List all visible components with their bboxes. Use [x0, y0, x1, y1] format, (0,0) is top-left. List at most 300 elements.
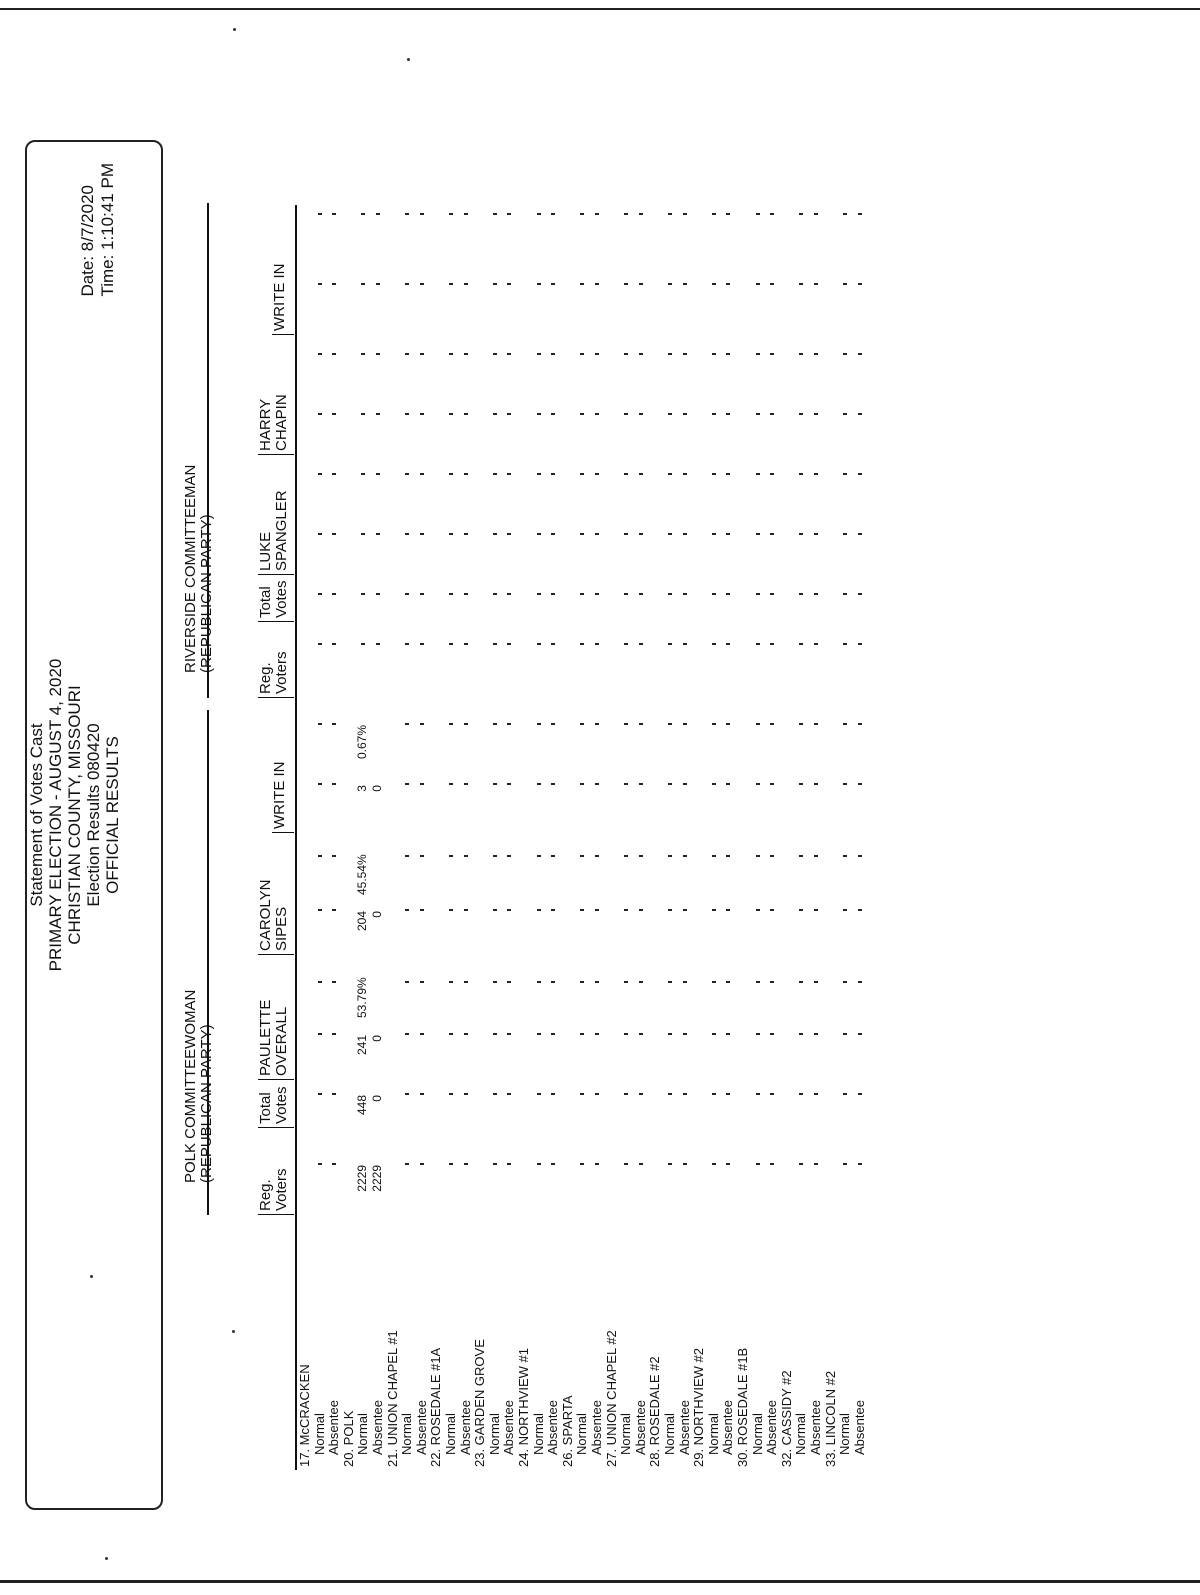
empty-value-mark [858, 473, 862, 475]
empty-value-mark [405, 855, 409, 857]
empty-value-mark [449, 533, 453, 535]
empty-value-mark [493, 213, 497, 215]
empty-value-mark [712, 783, 716, 785]
vote-type-label: Absentee [764, 1400, 780, 1455]
empty-value-mark [814, 723, 818, 725]
empty-value-mark [507, 855, 511, 857]
report-date: Date: 8/7/2020 [78, 185, 97, 297]
empty-value-mark [537, 213, 541, 215]
empty-value-mark [551, 981, 555, 983]
empty-value-mark [464, 353, 468, 355]
empty-value-mark [449, 353, 453, 355]
empty-value-mark [712, 283, 716, 285]
empty-value-mark [493, 413, 497, 415]
empty-value-mark [683, 213, 687, 215]
empty-value-mark [668, 283, 672, 285]
empty-value-mark [318, 413, 322, 415]
precinct-name: 29. NORTHVIEW #2 [691, 1348, 707, 1467]
empty-value-mark [858, 855, 862, 857]
empty-value-mark [361, 473, 365, 475]
empty-value-mark [814, 593, 818, 595]
empty-value-mark [814, 413, 818, 415]
empty-value-mark [624, 1093, 628, 1095]
empty-value-mark [799, 213, 803, 215]
empty-value-mark [770, 283, 774, 285]
empty-value-mark [726, 783, 730, 785]
empty-value-mark [624, 413, 628, 415]
empty-value-mark [726, 213, 730, 215]
empty-value-mark [624, 283, 628, 285]
empty-value-mark [799, 593, 803, 595]
cell-c1: 0 [370, 1035, 384, 1042]
empty-value-mark [537, 1163, 541, 1165]
empty-value-mark [683, 533, 687, 535]
empty-value-mark [726, 473, 730, 475]
empty-value-mark [507, 783, 511, 785]
vote-type-label: Normal [530, 1413, 546, 1455]
empty-value-mark [624, 981, 628, 983]
empty-value-mark [683, 981, 687, 983]
empty-value-mark [332, 413, 336, 415]
col-write-in: WRITE IN [272, 264, 294, 336]
empty-value-mark [420, 1033, 424, 1035]
empty-value-mark [537, 643, 541, 645]
vote-type-label: Normal [662, 1413, 677, 1455]
empty-value-mark [726, 353, 730, 355]
empty-value-mark [858, 909, 862, 911]
col-candidate-spangler: LUKE SPANGLER [258, 490, 294, 575]
vote-type-label: Normal [837, 1413, 853, 1455]
empty-value-mark [595, 1033, 599, 1035]
empty-value-mark [580, 783, 584, 785]
empty-value-mark [683, 593, 687, 595]
empty-value-mark [318, 909, 322, 911]
empty-value-mark [639, 643, 643, 645]
empty-value-mark [507, 643, 511, 645]
empty-value-mark [551, 283, 555, 285]
empty-value-mark [493, 473, 497, 475]
col-write-in: WRITE IN [272, 762, 294, 834]
title-line: OFFICIAL RESULTS [103, 736, 122, 894]
empty-value-mark [770, 533, 774, 535]
cell-total: 0 [370, 1095, 384, 1102]
empty-value-mark [843, 1033, 847, 1035]
empty-value-mark [770, 213, 774, 215]
empty-value-mark [858, 783, 862, 785]
empty-value-mark [420, 909, 424, 911]
empty-value-mark [376, 473, 380, 475]
empty-value-mark [624, 1033, 628, 1035]
empty-value-mark [405, 723, 409, 725]
empty-value-mark [580, 723, 584, 725]
empty-value-mark [449, 783, 453, 785]
empty-value-mark [449, 643, 453, 645]
empty-value-mark [464, 783, 468, 785]
empty-value-mark [493, 909, 497, 911]
empty-value-mark [858, 533, 862, 535]
empty-value-mark [639, 1033, 643, 1035]
empty-value-mark [493, 593, 497, 595]
empty-value-mark [507, 473, 511, 475]
empty-value-mark [668, 1093, 672, 1095]
empty-value-mark [464, 473, 468, 475]
empty-value-mark [405, 1163, 409, 1165]
empty-value-mark [507, 723, 511, 725]
empty-value-mark [799, 353, 803, 355]
table-rule [295, 205, 297, 1470]
empty-value-mark [639, 783, 643, 785]
empty-value-mark [318, 353, 322, 355]
empty-value-mark [858, 213, 862, 215]
col-reg-voters: Reg. Voters [258, 1168, 294, 1215]
empty-value-mark [361, 283, 365, 285]
empty-value-mark [420, 283, 424, 285]
empty-value-mark [449, 1033, 453, 1035]
col-candidate-chapin: HARRY CHAPIN [258, 394, 294, 455]
cell-reg: 2229 [370, 1165, 384, 1192]
empty-value-mark [318, 1093, 322, 1095]
empty-value-mark [464, 855, 468, 857]
empty-value-mark [332, 909, 336, 911]
empty-value-mark [551, 909, 555, 911]
empty-value-mark [420, 981, 424, 983]
empty-value-mark [464, 533, 468, 535]
empty-value-mark [405, 1093, 409, 1095]
empty-value-mark [843, 413, 847, 415]
empty-value-mark [843, 643, 847, 645]
empty-value-mark [843, 723, 847, 725]
empty-value-mark [332, 981, 336, 983]
empty-value-mark [551, 783, 555, 785]
empty-value-mark [683, 283, 687, 285]
empty-value-mark [770, 855, 774, 857]
empty-value-mark [814, 783, 818, 785]
empty-value-mark [595, 855, 599, 857]
empty-value-mark [537, 473, 541, 475]
precinct-name: 23. GARDEN GROVE [472, 1339, 488, 1467]
empty-value-mark [537, 353, 541, 355]
empty-value-mark [756, 283, 760, 285]
empty-value-mark [756, 855, 760, 857]
empty-value-mark [683, 643, 687, 645]
empty-value-mark [858, 981, 862, 983]
empty-value-mark [639, 353, 643, 355]
empty-value-mark [332, 723, 336, 725]
cell-c2: 0 [370, 911, 384, 918]
empty-value-mark [507, 353, 511, 355]
vote-type-label: Absentee [676, 1400, 692, 1455]
vote-type-label: Normal [399, 1413, 415, 1455]
empty-value-mark [814, 1033, 818, 1035]
empty-value-mark [624, 533, 628, 535]
report-sheet [0, 35, 1200, 1595]
empty-value-mark [712, 533, 716, 535]
empty-value-mark [712, 353, 716, 355]
empty-value-mark [318, 723, 322, 725]
empty-value-mark [405, 909, 409, 911]
empty-value-mark [595, 473, 599, 475]
empty-value-mark [799, 909, 803, 911]
empty-value-mark [507, 1033, 511, 1035]
col-total-votes: Total Votes [258, 580, 294, 622]
empty-value-mark [624, 643, 628, 645]
precinct-name: 26. SPARTA [559, 1395, 575, 1467]
empty-value-mark [770, 413, 774, 415]
empty-value-mark [595, 909, 599, 911]
empty-value-mark [551, 213, 555, 215]
empty-value-mark [683, 1033, 687, 1035]
empty-value-mark [493, 353, 497, 355]
empty-value-mark [668, 413, 672, 415]
title-line: CHRISTIAN COUNTY, MISSOURI [65, 685, 84, 945]
empty-value-mark [537, 283, 541, 285]
empty-value-mark [639, 533, 643, 535]
empty-value-mark [405, 353, 409, 355]
empty-value-mark [595, 353, 599, 355]
empty-value-mark [624, 213, 628, 215]
empty-value-mark [843, 353, 847, 355]
empty-value-mark [580, 283, 584, 285]
empty-value-mark [405, 1033, 409, 1035]
empty-value-mark [595, 283, 599, 285]
empty-value-mark [639, 473, 643, 475]
empty-value-mark [726, 909, 730, 911]
empty-value-mark [683, 413, 687, 415]
empty-value-mark [683, 723, 687, 725]
empty-value-mark [624, 723, 628, 725]
empty-value-mark [639, 413, 643, 415]
empty-value-mark [449, 213, 453, 215]
empty-value-mark [420, 533, 424, 535]
cell-wp: 0.67% [355, 725, 370, 760]
empty-value-mark [770, 723, 774, 725]
empty-value-mark [551, 593, 555, 595]
empty-value-mark [639, 283, 643, 285]
empty-value-mark [420, 213, 424, 215]
empty-value-mark [580, 1163, 584, 1165]
precinct-name: 22. ROSEDALE #1A [428, 1347, 444, 1467]
empty-value-mark [580, 909, 584, 911]
empty-value-mark [332, 533, 336, 535]
empty-value-mark [668, 353, 672, 355]
empty-value-mark [858, 353, 862, 355]
empty-value-mark [756, 593, 760, 595]
empty-value-mark [449, 1093, 453, 1095]
empty-value-mark [712, 213, 716, 215]
empty-value-mark [726, 283, 730, 285]
empty-value-mark [799, 533, 803, 535]
empty-value-mark [624, 1163, 628, 1165]
empty-value-mark [756, 353, 760, 355]
empty-value-mark [551, 413, 555, 415]
race-title-riverside: RIVERSIDE COMMITTEEMAN (REPUBLICAN PARTY) [182, 464, 215, 673]
empty-value-mark [493, 1093, 497, 1095]
empty-value-mark [332, 855, 336, 857]
empty-value-mark [318, 981, 322, 983]
cell-reg: 2229 [355, 1165, 370, 1192]
empty-value-mark [843, 1163, 847, 1165]
empty-value-mark [332, 213, 336, 215]
title-line: Statement of Votes Cast [27, 723, 46, 907]
empty-value-mark [712, 909, 716, 911]
empty-value-mark [318, 283, 322, 285]
empty-value-mark [726, 1093, 730, 1095]
empty-value-mark [405, 643, 409, 645]
empty-value-mark [537, 413, 541, 415]
title-line: PRIMARY ELECTION - AUGUST 4, 2020 [46, 658, 65, 972]
empty-value-mark [756, 909, 760, 911]
col-candidate-sipes: CAROLYN SIPES [258, 880, 294, 955]
empty-value-mark [580, 981, 584, 983]
empty-value-mark [537, 593, 541, 595]
empty-value-mark [814, 533, 818, 535]
empty-value-mark [405, 213, 409, 215]
vote-type-label: Absentee [589, 1400, 604, 1455]
empty-value-mark [493, 855, 497, 857]
empty-value-mark [537, 723, 541, 725]
empty-value-mark [420, 473, 424, 475]
empty-value-mark [376, 593, 380, 595]
empty-value-mark [537, 855, 541, 857]
empty-value-mark [683, 855, 687, 857]
empty-value-mark [580, 213, 584, 215]
empty-value-mark [799, 981, 803, 983]
cell-w: 0 [370, 785, 384, 792]
empty-value-mark [420, 1093, 424, 1095]
empty-value-mark [493, 723, 497, 725]
empty-value-mark [420, 783, 424, 785]
empty-value-mark [756, 533, 760, 535]
empty-value-mark [551, 643, 555, 645]
empty-value-mark [595, 783, 599, 785]
empty-value-mark [376, 353, 380, 355]
empty-value-mark [361, 533, 365, 535]
vote-type-label: Absentee [545, 1400, 561, 1455]
empty-value-mark [843, 283, 847, 285]
vote-type-label: Normal [618, 1413, 634, 1455]
empty-value-mark [537, 1033, 541, 1035]
empty-value-mark [332, 1093, 336, 1095]
empty-value-mark [683, 909, 687, 911]
empty-value-mark [493, 1163, 497, 1165]
empty-value-mark [464, 1163, 468, 1165]
empty-value-mark [405, 413, 409, 415]
empty-value-mark [449, 593, 453, 595]
empty-value-mark [799, 1033, 803, 1035]
empty-value-mark [318, 213, 322, 215]
empty-value-mark [405, 783, 409, 785]
precinct-name: 20. POLK [340, 1410, 356, 1467]
empty-value-mark [318, 533, 322, 535]
vote-type-label: Normal [574, 1413, 590, 1455]
empty-value-mark [814, 855, 818, 857]
empty-value-mark [814, 473, 818, 475]
empty-value-mark [464, 909, 468, 911]
empty-value-mark [683, 473, 687, 475]
empty-value-mark [726, 723, 730, 725]
empty-value-mark [799, 855, 803, 857]
empty-value-mark [595, 981, 599, 983]
empty-value-mark [712, 643, 716, 645]
empty-value-mark [420, 723, 424, 725]
empty-value-mark [770, 1093, 774, 1095]
empty-value-mark [668, 855, 672, 857]
empty-value-mark [332, 473, 336, 475]
vote-type-label: Normal [443, 1413, 458, 1455]
empty-value-mark [624, 473, 628, 475]
empty-value-mark [361, 643, 365, 645]
empty-value-mark [843, 783, 847, 785]
empty-value-mark [376, 413, 380, 415]
empty-value-mark [318, 1163, 322, 1165]
empty-value-mark [639, 213, 643, 215]
empty-value-mark [420, 413, 424, 415]
empty-value-mark [683, 783, 687, 785]
empty-value-mark [712, 855, 716, 857]
empty-value-mark [726, 1163, 730, 1165]
empty-value-mark [712, 1093, 716, 1095]
empty-value-mark [683, 1163, 687, 1165]
empty-value-mark [420, 643, 424, 645]
empty-value-mark [551, 1033, 555, 1035]
empty-value-mark [332, 783, 336, 785]
empty-value-mark [464, 1093, 468, 1095]
empty-value-mark [507, 909, 511, 911]
empty-value-mark [318, 783, 322, 785]
empty-value-mark [756, 1033, 760, 1035]
empty-value-mark [420, 1163, 424, 1165]
empty-value-mark [843, 533, 847, 535]
empty-value-mark [756, 1093, 760, 1095]
cell-c1p: 53.79% [355, 977, 370, 1018]
empty-value-mark [756, 643, 760, 645]
empty-value-mark [858, 413, 862, 415]
empty-value-mark [318, 1033, 322, 1035]
empty-value-mark [858, 643, 862, 645]
empty-value-mark [843, 1093, 847, 1095]
empty-value-mark [756, 723, 760, 725]
empty-value-mark [668, 1033, 672, 1035]
empty-value-mark [332, 1163, 336, 1165]
empty-value-mark [420, 855, 424, 857]
empty-value-mark [726, 1033, 730, 1035]
empty-value-mark [507, 213, 511, 215]
empty-value-mark [580, 353, 584, 355]
empty-value-mark [814, 1163, 818, 1165]
empty-value-mark [551, 473, 555, 475]
empty-value-mark [405, 283, 409, 285]
vote-type-label: Normal [705, 1413, 721, 1455]
empty-value-mark [361, 353, 365, 355]
vote-type-label: Normal [486, 1413, 502, 1455]
empty-value-mark [595, 1093, 599, 1095]
empty-value-mark [770, 643, 774, 645]
vote-type-label: Absentee [413, 1400, 429, 1455]
empty-value-mark [376, 643, 380, 645]
cell-c2: 204 [355, 911, 370, 932]
vote-type-label: Normal [793, 1413, 809, 1455]
empty-value-mark [624, 909, 628, 911]
empty-value-mark [595, 723, 599, 725]
precinct-name: 30. ROSEDALE #1B [735, 1347, 750, 1467]
empty-value-mark [756, 783, 760, 785]
empty-value-mark [668, 1163, 672, 1165]
empty-value-mark [770, 909, 774, 911]
empty-value-mark [449, 723, 453, 725]
empty-value-mark [799, 723, 803, 725]
vote-type-label: Normal [355, 1413, 371, 1455]
empty-value-mark [595, 643, 599, 645]
